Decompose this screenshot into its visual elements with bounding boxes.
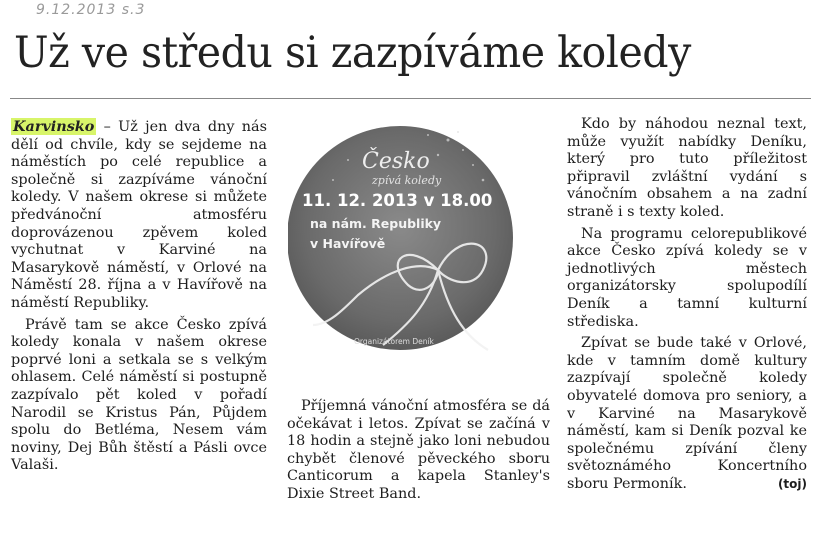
author-credit: (toj) xyxy=(777,476,807,491)
article-column-right xyxy=(567,116,807,497)
badge-logo-subtitle: zpívá koledy xyxy=(372,174,442,187)
article-column-left xyxy=(11,118,267,479)
paragraph-4: Kdo by náhodou neznal text, může využít nabídky Deníku, který pro tuto příležitost připravil zvláštní vydání s vánočním obsahem a na zadní straně i s texty koled. xyxy=(567,116,807,220)
event-badge xyxy=(288,120,533,370)
dateline-place: Karvinsko xyxy=(13,118,95,135)
badge-organizer: Organizátorem Deník xyxy=(354,337,434,346)
lead-text: – Už jen dva dny nás dělí od chvíle, kdy se sejdeme na náměstích po celé republice a společně si zazpíváme vánoční koledy. V našem okrese si můžete předvánoční atmosféru doprovázenou zpěvem koled vychutnat v Karviné na Masarykově náměstí, v Orlové na Náměstí 28. října a v Havířově na náměstí Republiky. xyxy=(11,119,267,311)
headline: Už ve středu si zazpíváme koledy xyxy=(14,28,691,78)
paragraph-5: Na programu celorepublikové akce Česko zpívá koledy se v jednotlivých městech organizátorsky spolupodílí Deník a tamní kulturní střediska. xyxy=(567,225,807,330)
lead-paragraph xyxy=(11,118,267,313)
handwritten-note: 9.12.2013 s.3 xyxy=(36,2,146,18)
badge-venue-line2: v Havířově xyxy=(310,236,386,251)
badge-date-time: 11. 12. 2013 v 18.00 xyxy=(302,191,493,210)
badge-venue-line1: na nám. Republiky xyxy=(310,216,442,231)
paragraph-6-text: Zpívat se bude také v Orlové, kde v tamním domě kultury zazpívají společně koledy obyvatelé domova pro seniory, a v Karviné na Masarykově náměstí, kam si Deník pozval ke společnému zpívání členy světoznámého Koncertního sboru Permoník. xyxy=(567,335,807,492)
paragraph-2: Právě tam se akce Česko zpívá koledy konala v našem okrese poprvé loni a setkala se s velkým ohlasem. Celé náměstí si postupně zazpívalo pět koled v pořadí Narodil se Kristus Pán, Půjdem spolu do Betléma, Nesem vám noviny, Dej Bůh štěstí a Pásli ovce Valaši. xyxy=(11,316,267,474)
badge-logo-title: Česko xyxy=(362,149,430,174)
paragraph-3: Příjemná vánoční atmosféra se dá očekávat i letos. Zpívat se začíná v 18 hodin a stejně jako loni nebudou chybět členové pěveckého sboru Canticorum a kapela Stanley's Dixie Street Band. xyxy=(287,398,550,502)
headline-rule xyxy=(10,98,811,99)
article-column-middle xyxy=(287,398,550,508)
paragraph-6 xyxy=(567,335,807,493)
